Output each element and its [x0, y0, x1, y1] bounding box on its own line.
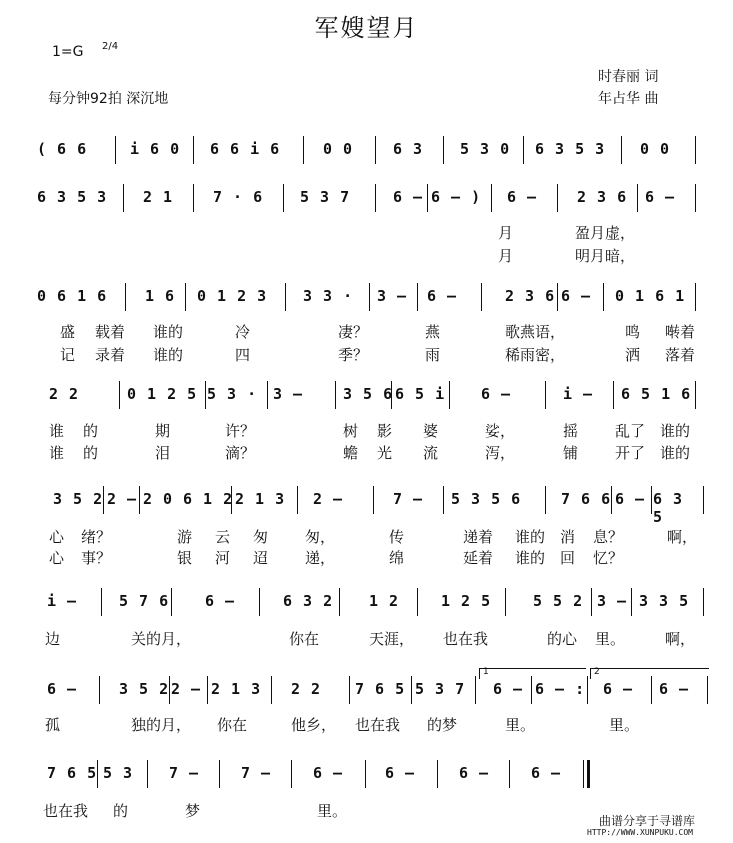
- bar-line: [557, 184, 558, 212]
- bar-line: [437, 760, 438, 788]
- lyric-word: 娑，: [485, 422, 516, 440]
- first-ending-bracket: [479, 668, 586, 679]
- measure: 1 6: [145, 287, 176, 305]
- bar-line: [587, 676, 588, 704]
- measure: 6 —: [615, 490, 646, 508]
- bar-line: [283, 184, 284, 212]
- key-signature: 1=G: [52, 44, 84, 60]
- measure: 0 0: [640, 140, 671, 158]
- lyric-word: 摇: [563, 422, 579, 440]
- bar-line: [523, 136, 524, 164]
- measure: 1 2 5: [441, 592, 492, 610]
- measure: 6 —: [531, 764, 562, 782]
- tempo-marking: 每分钟92拍 深沉地: [48, 91, 169, 107]
- bar-line: [703, 588, 704, 616]
- lyric-line-7: [35, 526, 700, 546]
- measure: 5 3 7: [415, 680, 466, 698]
- lyric-word: 四: [235, 346, 251, 364]
- lyric-word: 你在: [217, 716, 248, 734]
- lyric-line-3: [35, 321, 700, 341]
- measure: 3 5 2: [53, 490, 104, 508]
- measure: 7 —: [241, 764, 272, 782]
- measure: 6 —: [603, 680, 634, 698]
- bar-line: [349, 676, 350, 704]
- lyric-word: 树: [343, 422, 359, 440]
- lyric-word: 载着: [95, 323, 126, 341]
- lyric-word: 梦: [185, 802, 201, 820]
- measure: 6 —: [459, 764, 490, 782]
- lyric-word: 盈月虚，: [575, 224, 636, 242]
- bar-line: [491, 184, 492, 212]
- bar-line: [637, 184, 638, 212]
- bar-line: [193, 184, 194, 212]
- bar-line: [291, 760, 292, 788]
- lyric-word: 明月暗，: [575, 247, 636, 265]
- bar-line: [193, 136, 194, 164]
- bar-line: [695, 381, 696, 409]
- lyric-word: 蟾: [343, 444, 359, 462]
- lyric-word: 绵: [389, 549, 405, 567]
- lyric-word: 关的月，: [131, 630, 192, 648]
- lyric-word: 乱了: [615, 422, 646, 440]
- measure: 3 5 6: [343, 385, 394, 403]
- measure: 6 1 2: [183, 490, 234, 508]
- measure: 6 3 5: [653, 490, 684, 526]
- measure: 2 —: [107, 490, 138, 508]
- lyric-word: 传: [389, 528, 405, 546]
- lyric-word: 开了: [615, 444, 646, 462]
- bar-line: [375, 184, 376, 212]
- measure: 6 —: [427, 287, 458, 305]
- measure: 6 —: [481, 385, 512, 403]
- lyric-word: 铺: [563, 444, 579, 462]
- lyric-word: 河: [215, 549, 231, 567]
- lyric-word: 凄？: [338, 323, 369, 341]
- bar-line: [267, 381, 268, 409]
- bar-line: [231, 486, 232, 514]
- bar-line: [545, 381, 546, 409]
- measure: 6 —: [205, 592, 236, 610]
- footer-url: HTTP://WWW.XUNPUKU.COM: [587, 828, 693, 837]
- measure: 5 3 5 6: [451, 490, 522, 508]
- lyric-word: 月: [498, 247, 514, 265]
- measure: 3 —: [273, 385, 304, 403]
- lyric-word: 歌燕语，: [505, 323, 566, 341]
- lyric-word: 绪？: [81, 528, 112, 546]
- measure: i 6 0: [130, 140, 181, 158]
- measure: 6 —: [645, 188, 676, 206]
- final-bar-line: [587, 760, 590, 788]
- lyric-line-4: [35, 344, 700, 364]
- song-title: 军嫂望月: [314, 14, 419, 42]
- lyric-word: 鸣: [625, 323, 641, 341]
- bar-line: [123, 184, 124, 212]
- lyric-word: 事？: [81, 549, 112, 567]
- measure: 6 3: [393, 140, 424, 158]
- measure: 6 3 5 3: [535, 140, 606, 158]
- measure: 6 5 1 6: [621, 385, 692, 403]
- lyric-word: 洒: [625, 346, 641, 364]
- lyric-line-1: [35, 222, 700, 242]
- lyric-line-9: [35, 628, 700, 648]
- staff-row-5: [35, 490, 700, 526]
- lyric-word: 递，: [305, 549, 336, 567]
- measure: 6 —: [507, 188, 538, 206]
- lyric-word: 泻，: [485, 444, 516, 462]
- bar-line: [417, 588, 418, 616]
- measure: ( 6 6: [37, 140, 88, 158]
- bar-line: [651, 676, 652, 704]
- bar-line: [613, 381, 614, 409]
- bar-line: [583, 760, 584, 788]
- bar-line: [621, 136, 622, 164]
- bar-line: [139, 486, 140, 514]
- lyric-word: 心: [49, 549, 65, 567]
- lyric-word: 谁: [49, 422, 65, 440]
- lyric-word: 天涯，: [369, 630, 415, 648]
- second-ending-bracket: [590, 668, 709, 679]
- bar-line: [115, 136, 116, 164]
- lyric-word: 心: [49, 528, 65, 546]
- lyric-word: 谁: [49, 444, 65, 462]
- bar-line: [101, 588, 102, 616]
- lyric-word: 滴？: [225, 444, 256, 462]
- lyric-word: 啊，: [665, 630, 696, 648]
- bar-line: [427, 184, 428, 212]
- lyric-word: 云: [215, 528, 231, 546]
- lyric-word: 里。: [505, 716, 536, 734]
- bar-line: [335, 381, 336, 409]
- lyric-word: 泪: [155, 444, 171, 462]
- time-signature: 2/4: [102, 41, 119, 52]
- bar-line: [531, 676, 532, 704]
- lyric-word: 孤: [45, 716, 61, 734]
- lyric-word: 流: [423, 444, 439, 462]
- bar-line: [695, 283, 696, 311]
- measure: 2 0: [143, 490, 174, 508]
- lyric-word: 谁的: [660, 444, 691, 462]
- bar-line: [97, 760, 98, 788]
- lyric-word: 里。: [609, 716, 640, 734]
- bar-line: [297, 486, 298, 514]
- staff-row-4: [35, 385, 700, 415]
- lyric-word: 谁的: [153, 346, 184, 364]
- bar-line: [475, 676, 476, 704]
- bar-line: [651, 486, 652, 514]
- measure: 2 1: [143, 188, 174, 206]
- lyric-word: 他乡，: [291, 716, 337, 734]
- bar-line: [545, 486, 546, 514]
- measure: 2 3 6: [577, 188, 628, 206]
- measure: 7 —: [169, 764, 200, 782]
- bar-line: [285, 283, 286, 311]
- bar-line: [443, 136, 444, 164]
- lyric-word: 许？: [225, 422, 256, 440]
- lyric-word: 雨: [425, 346, 441, 364]
- lyric-word: 匆: [253, 528, 269, 546]
- lyric-word: 啭着: [665, 323, 696, 341]
- measure: 5 3: [103, 764, 134, 782]
- lyricist-credit: 时春丽 词: [598, 69, 659, 85]
- bar-line: [707, 676, 708, 704]
- measure: 0 0: [323, 140, 354, 158]
- lyric-word: 里。: [595, 630, 626, 648]
- lyric-word: 独的月，: [131, 716, 192, 734]
- measure: 2 2: [49, 385, 80, 403]
- bar-line: [373, 486, 374, 514]
- lyric-word: 消: [560, 528, 576, 546]
- bar-line: [695, 136, 696, 164]
- measure: 5 3 ·: [207, 385, 258, 403]
- lyric-word: 光: [377, 444, 393, 462]
- staff-row-7: [35, 680, 700, 710]
- measure: 7 6 5: [355, 680, 406, 698]
- measure: 3 —: [597, 592, 628, 610]
- bar-line: [411, 676, 412, 704]
- lyric-line-6: [35, 442, 700, 462]
- second-ending-number: 2: [594, 667, 600, 677]
- lyric-word: 谁的: [660, 422, 691, 440]
- lyric-word: 记: [60, 346, 76, 364]
- lyric-word: 谁的: [515, 549, 546, 567]
- measure: 6 —: [561, 287, 592, 305]
- measure: 2 —: [313, 490, 344, 508]
- bar-line: [103, 486, 104, 514]
- measure: 2 1 3: [235, 490, 286, 508]
- measure: 7 6 6: [561, 490, 612, 508]
- footer-credit: 曲谱分享于寻谱库: [598, 814, 695, 828]
- bar-line: [631, 588, 632, 616]
- measure: i —: [47, 592, 78, 610]
- measure: 0 6 1 6: [37, 287, 108, 305]
- measure: 6 —: [47, 680, 78, 698]
- measure: 7 6 5: [47, 764, 98, 782]
- measure: 2 —: [171, 680, 202, 698]
- bar-line: [365, 760, 366, 788]
- measure: 6 —: [393, 188, 424, 206]
- lyric-word: 落着: [665, 346, 696, 364]
- measure: 2 1 3: [211, 680, 262, 698]
- bar-line: [303, 136, 304, 164]
- measure: 6 — ): [431, 188, 482, 206]
- lyric-word: 婆: [423, 422, 439, 440]
- lyric-word: 也在我: [43, 802, 89, 820]
- lyric-word: 冷: [235, 323, 251, 341]
- lyric-word: 迢: [253, 549, 269, 567]
- bar-line: [695, 184, 696, 212]
- measure: 6 5 i: [395, 385, 446, 403]
- bar-line: [169, 676, 170, 704]
- measure: 0 1 2 3: [197, 287, 268, 305]
- measure: 0 1 2 5: [127, 385, 198, 403]
- lyric-word: 期: [155, 422, 171, 440]
- measure: 3 —: [377, 287, 408, 305]
- lyric-word: 游: [177, 528, 193, 546]
- bar-line: [481, 283, 482, 311]
- lyric-word: 燕: [425, 323, 441, 341]
- lyric-word: 里。: [317, 802, 348, 820]
- lyric-word: 银: [177, 549, 193, 567]
- staff-row-8: [35, 764, 700, 794]
- measure: 6 3 5 3: [37, 188, 108, 206]
- measure: 2 2: [291, 680, 322, 698]
- measure: 6 3 2: [283, 592, 334, 610]
- lyric-word: 谁的: [515, 528, 546, 546]
- lyric-word: 匆，: [305, 528, 336, 546]
- bar-line: [557, 283, 558, 311]
- bar-line: [391, 381, 392, 409]
- bar-line: [119, 381, 120, 409]
- bar-line: [205, 381, 206, 409]
- measure: 3 5 2: [119, 680, 170, 698]
- measure: 5 7 6: [119, 592, 170, 610]
- lyric-word: 你在: [289, 630, 320, 648]
- measure: 6 —: [313, 764, 344, 782]
- lyric-word: 递着: [463, 528, 494, 546]
- lyric-word: 影: [377, 422, 393, 440]
- measure: 3 3 5: [639, 592, 690, 610]
- lyric-word: 延着: [463, 549, 494, 567]
- staff-row-2: [35, 188, 700, 218]
- lyric-word: 啊，: [667, 528, 698, 546]
- measure: 3 3 ·: [303, 287, 354, 305]
- first-ending-number: 1: [483, 667, 489, 677]
- bar-line: [603, 283, 604, 311]
- measure: 6 — :: [535, 680, 586, 698]
- composer-credit: 年占华 曲: [598, 91, 659, 107]
- lyric-word: 稀雨密，: [505, 346, 566, 364]
- bar-line: [443, 486, 444, 514]
- bar-line: [509, 760, 510, 788]
- measure: 0 1 6 1: [615, 287, 686, 305]
- bar-line: [219, 760, 220, 788]
- bar-line: [271, 676, 272, 704]
- lyric-line-10: [35, 714, 700, 734]
- measure: 2 3 6: [505, 287, 556, 305]
- measure: 1 2: [369, 592, 400, 610]
- lyric-word: 回: [560, 549, 576, 567]
- lyric-word: 录着: [95, 346, 126, 364]
- measure: 7 —: [393, 490, 424, 508]
- lyric-word: 的: [83, 444, 99, 462]
- lyric-line-8: [35, 547, 700, 567]
- lyric-word: 月: [498, 224, 514, 242]
- bar-line: [703, 486, 704, 514]
- lyric-word: 边: [45, 630, 61, 648]
- measure: 7 · 6: [213, 188, 264, 206]
- bar-line: [185, 283, 186, 311]
- bar-line: [505, 588, 506, 616]
- lyric-word: 也在我: [443, 630, 489, 648]
- measure: 5 3 7: [300, 188, 351, 206]
- lyric-word: 的: [83, 422, 99, 440]
- lyric-word: 忆？: [593, 549, 624, 567]
- measure: 6 —: [493, 680, 524, 698]
- bar-line: [449, 381, 450, 409]
- lyric-word: 的心: [547, 630, 578, 648]
- bar-line: [147, 760, 148, 788]
- bar-line: [591, 588, 592, 616]
- bar-line: [339, 588, 340, 616]
- lyric-word: 息？: [593, 528, 624, 546]
- measure: 5 3 0: [460, 140, 511, 158]
- bar-line: [375, 136, 376, 164]
- staff-row-6: [35, 592, 700, 622]
- measure: 6 —: [659, 680, 690, 698]
- lyric-word: 季？: [338, 346, 369, 364]
- bar-line: [369, 283, 370, 311]
- measure: i —: [563, 385, 594, 403]
- bar-line: [611, 486, 612, 514]
- lyric-line-2: [35, 245, 700, 265]
- lyric-word: 谁的: [153, 323, 184, 341]
- bar-line: [99, 676, 100, 704]
- lyric-line-5: [35, 420, 700, 440]
- measure: 6 —: [385, 764, 416, 782]
- lyric-word: 也在我: [355, 716, 401, 734]
- measure: 5 5 2: [533, 592, 584, 610]
- bar-line: [207, 676, 208, 704]
- measure: 6 6 i 6: [210, 140, 281, 158]
- staff-row-1: [35, 140, 700, 170]
- lyric-word: 盛: [60, 323, 76, 341]
- bar-line: [171, 588, 172, 616]
- lyric-word: 的: [113, 802, 129, 820]
- staff-row-3: [35, 287, 700, 317]
- bar-line: [417, 283, 418, 311]
- lyric-word: 的梦: [427, 716, 458, 734]
- bar-line: [125, 283, 126, 311]
- bar-line: [259, 588, 260, 616]
